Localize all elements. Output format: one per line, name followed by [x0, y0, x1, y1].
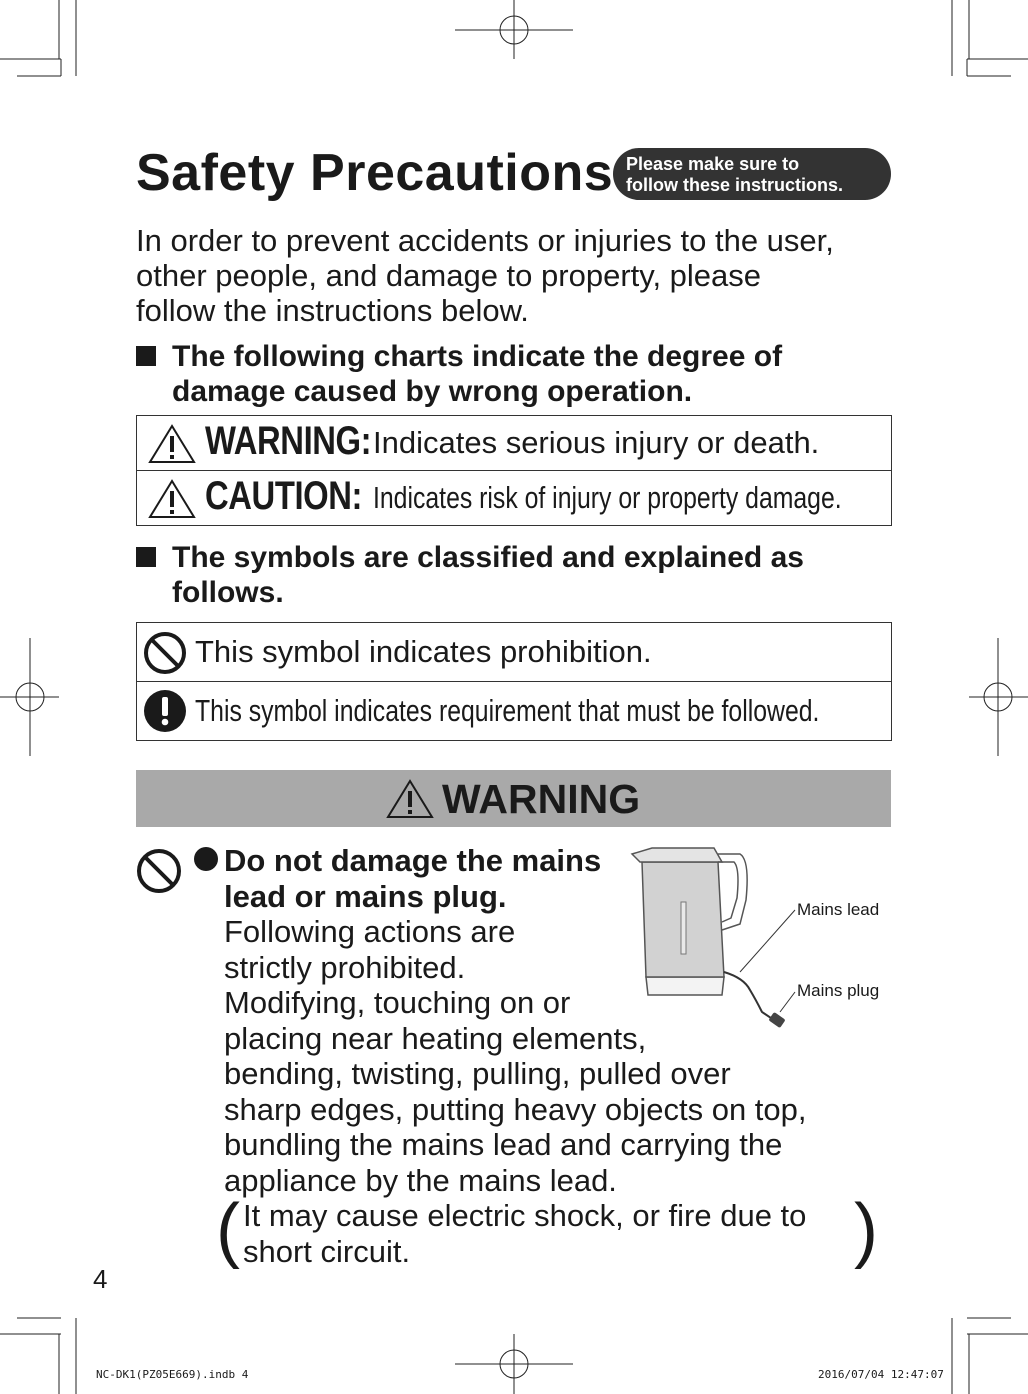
caution-description: Indicates risk of injury or property damage.: [373, 480, 842, 515]
warning-title-line: Do not damage the mains: [224, 843, 602, 878]
intro-paragraph: [136, 223, 896, 328]
symbol-table: [136, 622, 892, 741]
warning-banner: [136, 770, 891, 827]
warning-body-line: Modifying, touching on or: [224, 985, 571, 1020]
intro-line: In order to prevent accidents or injuries to the user,: [136, 223, 834, 258]
square-bullet-icon: [136, 346, 156, 366]
badge-line-1: Please make sure to: [626, 154, 800, 174]
heading-line: damage caused by wrong operation.: [172, 375, 693, 408]
section-heading-symbols: [136, 540, 896, 610]
warning-description: Indicates serious injury or death.: [373, 425, 820, 460]
requirement-icon: [143, 689, 187, 733]
warning-body-line: strictly prohibited.: [224, 949, 466, 985]
warning-note-line: It may cause electric shock, or fire due to: [243, 1198, 807, 1233]
instruction-badge: [613, 148, 891, 200]
warning-body-line: Following actions are: [224, 914, 516, 949]
warning-note-line: short circuit.: [243, 1233, 411, 1269]
signal-word-warning: WARNING:: [205, 419, 372, 463]
open-paren: (: [216, 1190, 240, 1270]
intro-line: other people, and damage to property, please: [136, 258, 762, 293]
table-row-prohibition: [137, 623, 891, 682]
signal-word-caution: CAUTION:: [205, 474, 363, 518]
prohibition-icon: [136, 848, 182, 894]
requirement-description: This symbol indicates requirement that must be followed.: [195, 693, 820, 728]
table-row-warning: [137, 416, 891, 471]
heading-line: The following charts indicate the degree of: [172, 340, 783, 373]
bullet-dot-icon: [193, 846, 219, 872]
label-mains-lead: Mains lead: [797, 900, 880, 919]
warning-body-line: bending, twisting, pulling, pulled over: [224, 1056, 731, 1091]
page-number: 4: [93, 1264, 108, 1294]
section-heading-degree: [136, 339, 896, 409]
footer-timestamp: 2016/07/04 12:47:07: [818, 1368, 944, 1381]
table-row-caution: [137, 471, 891, 525]
kettle-illustration: [622, 840, 892, 1035]
heading-line: follows.: [172, 576, 284, 609]
table-row-requirement: [137, 682, 891, 740]
heading-line: The symbols are classified and explained as: [172, 541, 804, 574]
warning-body-line: bundling the mains lead and carrying the: [224, 1127, 783, 1162]
caution-triangle-icon: [148, 479, 196, 519]
close-paren: ): [854, 1190, 878, 1270]
warning-body-line: placing near heating elements,: [224, 1020, 647, 1056]
label-mains-plug: Mains plug: [797, 981, 880, 1000]
warning-title-line: lead or mains plug.: [224, 878, 507, 914]
badge-line-2: follow these instructions.: [626, 175, 844, 195]
prohibition-icon: [143, 631, 187, 675]
square-bullet-icon: [136, 547, 156, 567]
footer-filename: NC-DK1(PZ05E669).indb 4: [96, 1368, 249, 1381]
warning-banner-label: WARNING: [442, 775, 641, 822]
signal-word-table: [136, 415, 892, 526]
page-title: Safety Precautions: [136, 144, 614, 202]
warning-body-line: appliance by the mains lead.: [224, 1162, 617, 1198]
warning-triangle-icon: [386, 779, 434, 819]
intro-line: follow the instructions below.: [136, 293, 529, 328]
warning-note: [216, 1190, 878, 1270]
warning-body-line: sharp edges, putting heavy objects on top,: [224, 1091, 807, 1127]
prohibition-description: This symbol indicates prohibition.: [195, 634, 652, 669]
warning-triangle-icon: [148, 424, 196, 464]
